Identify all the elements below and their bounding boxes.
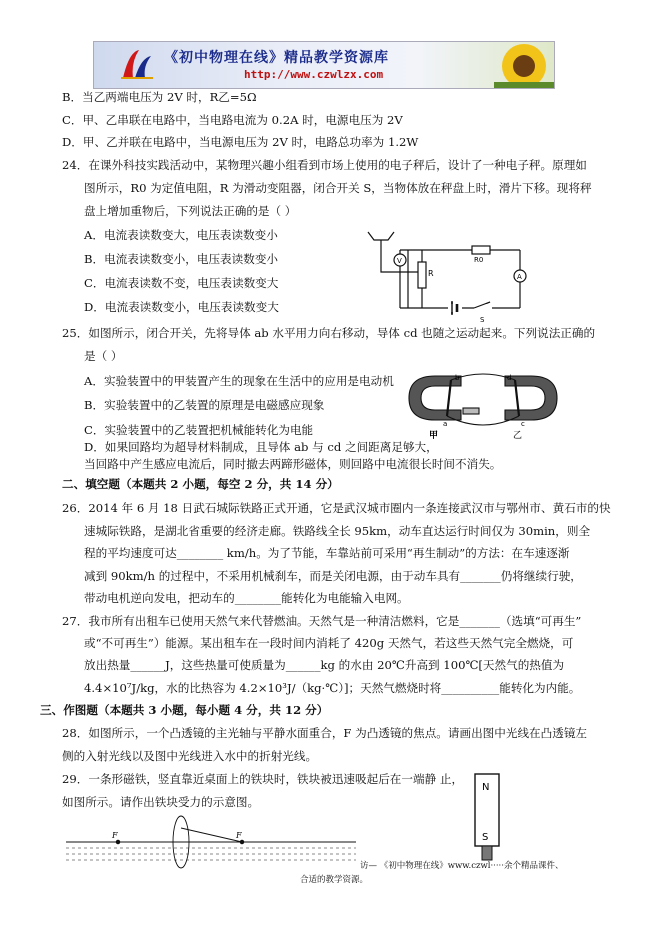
label-v: V <box>397 257 402 265</box>
text-line-q26d: 减到 90km/h 的过程中，不采用机械刹车，而是关闭电源，由于动车具有_______仍将继续行驶， <box>84 569 582 583</box>
label-a: A <box>517 273 522 281</box>
text-line-q24B: B．电流表读数变小，电压表读数变小 <box>84 252 279 266</box>
text-line-q24C: C．电流表读数不变，电压表读数变大 <box>84 276 279 290</box>
text-line-footer: 访— 《初中物理在线》www.czwl·····余个精品课件、 <box>360 861 564 871</box>
text-line-q24A: A．电流表读数变大，电压表读数变小 <box>84 228 278 242</box>
scale-circuit-figure <box>360 228 530 328</box>
label-r: R <box>428 269 434 278</box>
label-b: b <box>455 374 460 382</box>
text-line-q26b: 速城际铁路，是湖北省重要的经济走廊。铁路线全长 95km，动车直达运行时间仅为 30min，则全 <box>84 524 591 538</box>
magnets-figure <box>403 368 563 440</box>
text-line-q25D: D．如果回路均为超导材料制成，且导体 ab 与 cd 之间距离足够大， <box>84 440 438 454</box>
label-south: S <box>482 832 489 843</box>
text-line-q26e: 带动电机逆向发电，把动车的________能转化为电能输入电网。 <box>84 591 409 605</box>
label-a: a <box>443 420 448 428</box>
text-line-sec3: 三、作图题（本题共 3 小题，每小题 4 分，共 12 分） <box>40 703 329 717</box>
label-d: d <box>507 374 512 382</box>
text-line-q23b: B．当乙两端电压为 2V 时，R乙=5Ω <box>62 90 257 104</box>
text-line-q28a: 28．如图所示，一个凸透镜的主光轴与平静水面重合，F 为凸透镜的焦点。请画出图中光线在凸透镜左 <box>62 726 588 740</box>
text-line-q24D: D．电流表读数变小，电压表读数变大 <box>84 300 279 314</box>
text-line-footer2: 合适的教学资源。 <box>300 875 369 885</box>
text-line-q24c: 盘上增加重物后，下列说法正确的是（ ） <box>84 204 297 218</box>
text-line-q25B: B．实验装置中的乙装置的原理是电磁感应现象 <box>84 398 325 412</box>
banner-title: 《初中物理在线》精品教学资源库 <box>164 50 389 66</box>
text-line-q24b: 图所示，R0 为定值电阻，R 为滑动变阻器，闭合开关 S，当物体放在秤盘上时，滑片下移。现将秤 <box>84 181 592 195</box>
lens-figure <box>66 812 356 872</box>
text-line-q25C: C．实验装置中的乙装置把机械能转化为电能 <box>84 423 314 437</box>
text-line-q25A: A．实验装置中的甲装置产生的现象在生活中的应用是电动机 <box>84 374 394 388</box>
text-line-q26c: 程的平均速度可达________ km/h。为了节能，车靠站前可采用“再生制动”的方法：在车速逐渐 <box>84 546 570 560</box>
text-line-q25a: 25．如图所示，闭合开关，先将导体 ab 水平用力向右移动，导体 cd 也随之运动起来。下列说法正确的 <box>62 326 596 340</box>
label-jia: 甲 <box>429 431 439 440</box>
sunflower-icon <box>494 41 554 89</box>
label-r0: R0 <box>474 256 484 264</box>
banner-url: http://www.czwlzx.com <box>244 68 384 81</box>
label-north: N <box>482 782 490 793</box>
header-banner <box>93 41 555 89</box>
text-line-q23c: C．甲、乙串联在电路中，当电路电流为 0.2A 时，电源电压为 2V <box>62 113 403 127</box>
text-line-q23d: D．甲、乙并联在电路中，当电源电压为 2V 时，电路总功率为 1.2W <box>62 135 419 149</box>
label-f-left: F <box>112 831 118 840</box>
text-line-q27b: 或“不可再生”）能源。某出租车在一段时间内消耗了 420g 天然气，若这些天然气完全燃烧，可 <box>84 636 574 650</box>
label-c: c <box>521 420 525 428</box>
text-line-q24a: 24．在课外科技实践活动中，某物理兴趣小组看到市场上使用的电子秤后，设计了一种电子秤。原理如 <box>62 158 587 172</box>
label-f-right: F <box>236 831 242 840</box>
text-line-q25b: 是（ ） <box>84 349 123 363</box>
text-line-sec2: 二、填空题（本题共 2 小题，每空 2 分，共 14 分） <box>62 477 339 491</box>
text-line-q28b: 侧的入射光线以及图中光线进入水中的折射光线。 <box>62 749 318 763</box>
label-s: S <box>480 316 485 324</box>
text-line-q27d: 4.4×10⁷J/kg，水的比热容为 4.2×10³J/（kg·℃）]；天然气燃烧时将__________能转化为内能。 <box>84 681 581 695</box>
text-line-q27c: 放出热量______J，这些热量可使质量为______kg 的水由 20℃升高到 100℃[天然气的热值为 <box>84 658 565 672</box>
text-line-q29a: 29．一条形磁铁，竖直靠近桌面上的铁块时，铁块被迅速吸起后在一端静 止， <box>62 772 464 786</box>
label-yi: 乙 <box>513 431 523 440</box>
text-line-q25D2: 当回路中产生感应电流后，同时撤去两蹄形磁体，则回路中电流很长时间不消失。 <box>84 457 502 471</box>
text-line-q29b: 如图所示。请作出铁块受力的示意图。 <box>62 795 260 809</box>
text-line-q26a: 26．2014 年 6 月 18 日武石城际铁路正式开通，它是武汉城市圈内一条连接武汉市与鄂州市、黄石市的快 <box>62 501 611 515</box>
bar-magnet-figure <box>470 770 504 866</box>
text-line-q27a: 27．我市所有出租车已使用天然气来代替燃油。天然气是一种清洁燃料，它是_______（选填“可再生” <box>62 614 582 628</box>
logo-icon <box>119 48 155 82</box>
